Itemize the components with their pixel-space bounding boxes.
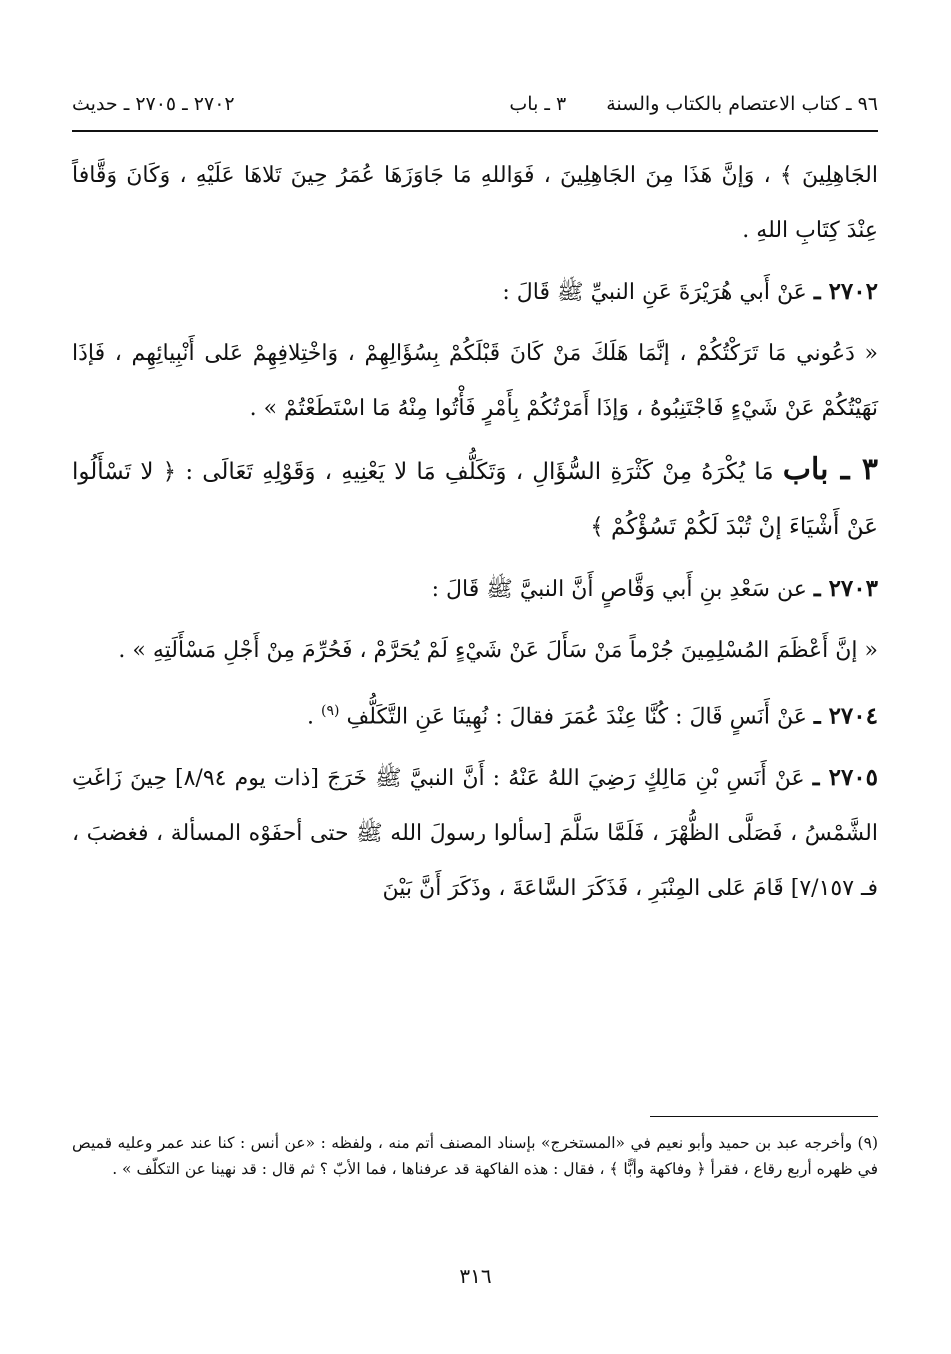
hadith-2704 — [72, 684, 878, 744]
hadith-2702-intro — [72, 264, 878, 320]
hadith-intro: عن سَعْدِ بنِ أَبي وَقَّاصٍ أَنَّ النبيَّ ﷺ قَالَ : — [431, 577, 807, 602]
header-chapter: ٣ ـ باب — [509, 93, 567, 115]
sentence-end: . — [307, 704, 315, 730]
hadith-2702-text: « دَعُوني مَا تَرَكْتُكُمْ ، إنَّمَا هَلَكَ مَنْ كَانَ قَبْلَكُمْ بِسُؤَالِهِمْ ، وَاخْتِلافِهِمْ عَلى أَنْبِيائِهِم ، فَإذَا نَهَيْتُكُمْ عَنْ شَيْءٍ فَاجْتَنِبُوهُ ، وَإذَا أَمَرْتُكُمْ بِأَمْرٍ فَأْتُوا مِنْهُ مَا اسْتَطَعْتُمْ » . — [72, 341, 878, 421]
hadith-2703-intro — [72, 561, 878, 617]
hadith-2705 — [72, 750, 878, 916]
continuation-paragraph: الجَاهِلِينَ ﴾ ، وَإنَّ هَذَا مِنَ الجَاهِلِينَ ، فَوَاللهِ مَا جَاوَزَهَا عُمَرُ حِينَ تَلاهَا عَلَيْهِ ، وَكَانَ وَقَّافاً عِنْدَ كِتَابِ اللهِ . — [72, 163, 878, 243]
header-hadith-range: ٢٧٠٢ ـ ٢٧٠٥ ـ حديث — [72, 93, 235, 115]
hadith-number: ٢٧٠٥ ـ — [812, 764, 879, 792]
footnote-ref[interactable]: (٩) — [321, 703, 340, 719]
running-header — [72, 84, 878, 124]
header-right — [509, 93, 878, 115]
hadith-text: عَنْ أَنَسِ بْنِ مَالِكٍ رَضِيَ اللهُ عَنْهُ : أَنَّ النبيَّ ﷺ خَرَجَ [ذات يوم ٨/٩٤] حِينَ زَاغَتِ الشَّمْسُ ، فَصَلَّى الظُّهْرَ ، فَلَمَّا سَلَّمَ [سألوا رسولَ الله ﷺ حتى أحفَوْه المسألة ، فغضبَ ، فـ ٧/١٥٧] قَامَ عَلى المِنْبَرِ ، فَذَكَرَ السَّاعَةَ ، وذَكَرَ أَنَّ بَيْنَ — [72, 766, 878, 902]
hadith-number: ٢٧٠٤ ـ — [813, 702, 878, 730]
hadith-2703-text: « إنَّ أَعْظَمَ المُسْلِمِينَ جُرْماً مَنْ سَأَلَ عَنْ شَيْءٍ لَمْ يُحَرَّمْ ، فَحُرِّمَ مِنْ أَجْلِ مَسْأَلَتِهِ » . — [118, 638, 878, 663]
chapter-heading — [72, 442, 878, 555]
header-divider — [72, 130, 878, 132]
footnote-divider — [650, 1116, 878, 1117]
main-text — [72, 148, 878, 916]
header-book-title: ٩٦ ـ كتاب الاعتصام بالكتاب والسنة — [606, 93, 878, 115]
chapter-title: مَا يُكْرَهُ مِنْ كَثْرَةِ السُّؤَالِ ، وَتَكَلُّفِ مَا لا يَعْنِيهِ ، وَقَوْلِهِ تَعَالَى : ﴿ لا تَسْأَلُوا عَنْ أَشْيَاءَ إنْ تُبْدَ لَكُمْ تَسُؤْكُمْ ﴾ — [72, 459, 878, 540]
page-number: ٣١٦ — [459, 1264, 492, 1288]
hadith-number: ٢٧٠٢ ـ — [813, 278, 878, 305]
hadith-text: عَنْ أَنَسٍ قَالَ : كُنَّا عِنْدَ عُمَرَ فقالَ : نُهِينَا عَنِ التَّكَلُّفِ — [346, 704, 807, 730]
hadith-intro: عَنْ أَبي هُرَيْرَةَ عَنِ النبيِّ ﷺ قَالَ : — [502, 280, 807, 305]
footnote: (٩) وأخرجه عبد بن حميد وأبو نعيم في «المستخرج» بإسناد المصنف أتم منه ، ولفظه : «عن أنس : كنا عند عمر وعليه قميص في ظهره أربع رقاع ، فقرأ ﴿ وفاكهة وأبًّا ﴾ ، فقال : هذه الفاكهة قد عرفناها ، فما الأبّ ؟ ثم قال : قد نهينا عن التكلّف » . — [72, 1134, 878, 1178]
chapter-label: ٣ ـ باب — [782, 452, 878, 487]
hadith-number: ٢٧٠٣ ـ — [813, 575, 878, 602]
